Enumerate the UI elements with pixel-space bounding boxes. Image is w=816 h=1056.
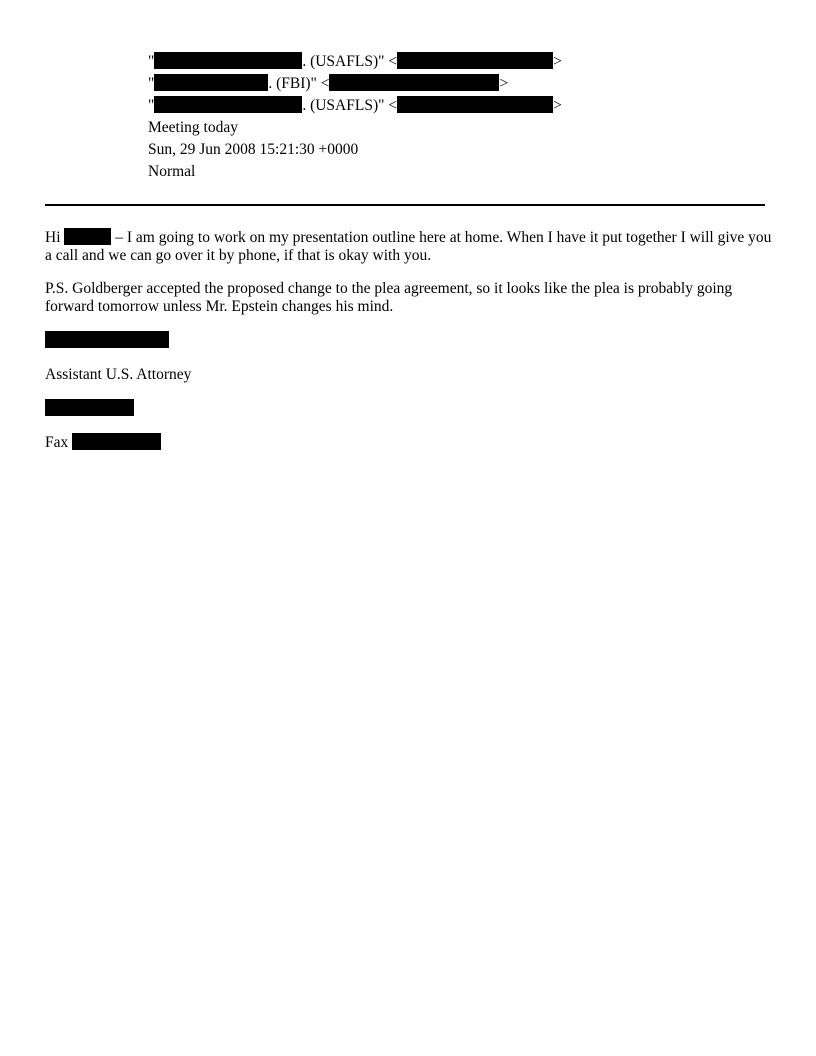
subject-value: Meeting today bbox=[148, 119, 238, 136]
fax-line: Fax bbox=[45, 433, 775, 452]
redaction-box bbox=[72, 433, 161, 450]
redaction-box bbox=[154, 96, 302, 113]
from-value: " . (USAFLS)" < > bbox=[148, 53, 562, 70]
importance-value: Normal bbox=[148, 163, 196, 180]
bcc-value: " . (USAFLS)" < > bbox=[148, 97, 562, 114]
header-divider bbox=[45, 204, 765, 206]
redaction-box bbox=[329, 74, 499, 91]
redaction-box bbox=[64, 228, 111, 245]
redaction-box bbox=[154, 74, 268, 91]
message-paragraph-1: Hi – I am going to work on my presentation outline here at home. When I have it put together I will give you a call and we can go over it by phone, if that is okay with you. bbox=[45, 229, 772, 264]
signature-title: Assistant U.S. Attorney bbox=[45, 366, 192, 383]
date-value: Sun, 29 Jun 2008 15:21:30 +0000 bbox=[148, 141, 359, 158]
message-paragraph-2: P.S. Goldberger accepted the proposed change to the plea agreement, so it looks like the plea is probably going forward tomorrow unless Mr. Epstein changes his mind. bbox=[45, 280, 733, 315]
redaction-box bbox=[397, 52, 553, 69]
to-value: " . (FBI)" < > bbox=[148, 75, 509, 92]
redaction-box bbox=[154, 52, 302, 69]
redaction-box bbox=[45, 331, 169, 348]
redaction-box bbox=[45, 399, 134, 416]
redaction-box bbox=[397, 96, 553, 113]
